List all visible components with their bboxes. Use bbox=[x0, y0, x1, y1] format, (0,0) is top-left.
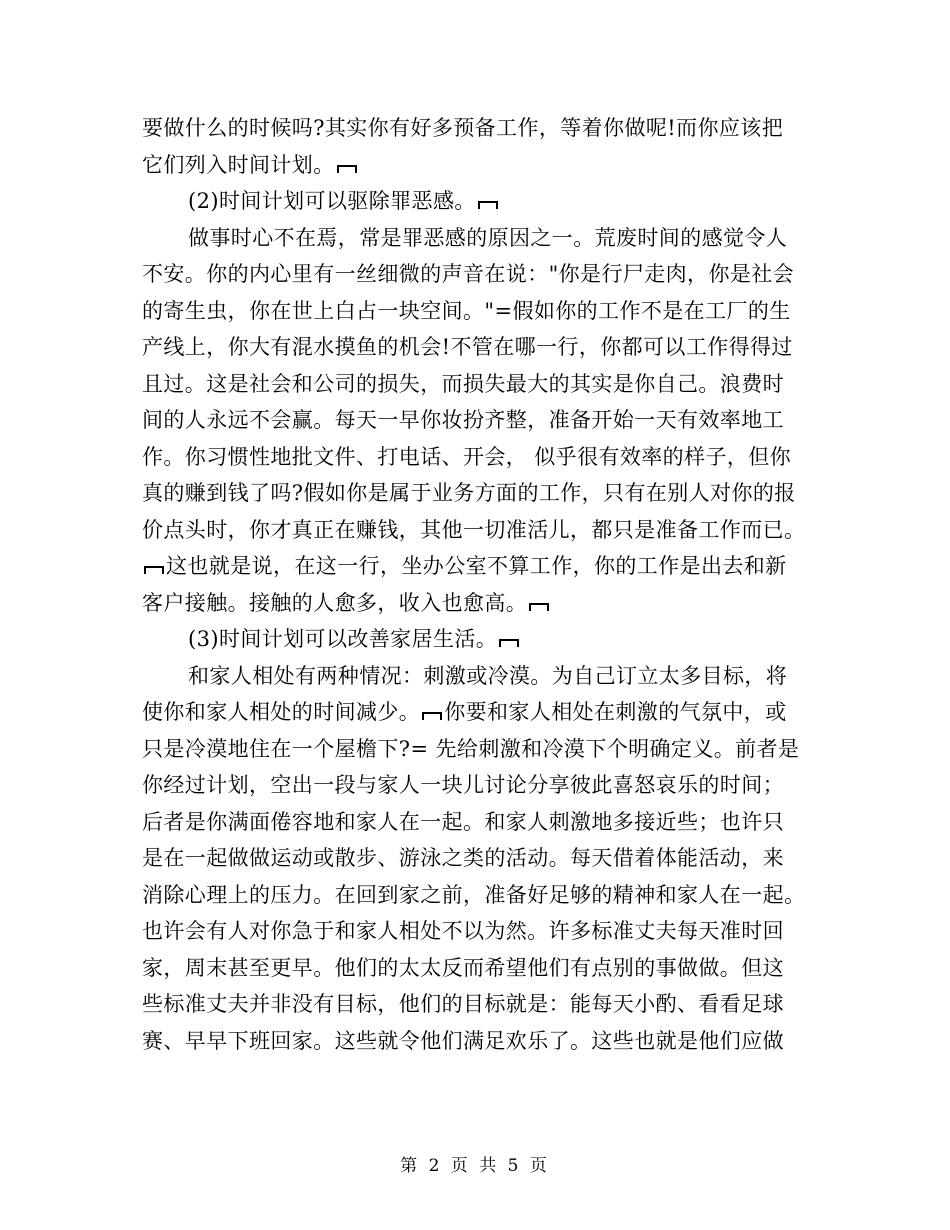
text-line bbox=[142, 548, 812, 585]
line-text: 要做什么的时候吗?其实你有好多预备工作，等着你做呢!而你应该把 bbox=[142, 116, 784, 140]
line-text: 家，周末甚至更早。他们的太太反而希望他们有点别的事做做。但这 bbox=[142, 955, 784, 980]
line-text: 后者是你满面倦容地和家人在一起。和家人刺激地多接近些；也许只 bbox=[142, 809, 784, 834]
body-text bbox=[142, 110, 812, 1059]
text-line bbox=[142, 402, 812, 439]
text-line bbox=[142, 877, 812, 914]
line-text: 它们列入时间计划。 bbox=[142, 152, 335, 177]
text-line bbox=[142, 621, 812, 658]
text-line bbox=[142, 256, 812, 293]
text-line bbox=[142, 183, 812, 220]
line-text: 的寄生虫，你在世上白占一块空间。"=假如你的工作不是在工厂的生 bbox=[142, 298, 791, 323]
text-line bbox=[142, 1023, 812, 1060]
text-line bbox=[142, 804, 812, 841]
line-text: 做事时心不在焉，常是罪恶感的原因之一。荒废时间的感觉令人 bbox=[188, 225, 788, 250]
text-line bbox=[142, 658, 812, 695]
line-text: 作。你习惯性地批文件、打电话、开会， 似乎很有效率的样子，但你 bbox=[142, 444, 792, 469]
paragraph-mark-icon bbox=[337, 165, 357, 173]
line-text: 且过。这是社会和公司的损失，而损失最大的其实是你自己。浪费时 bbox=[142, 371, 784, 396]
line-text: 这也就是说，在这一行，坐办公室不算工作，你的工作是出去和新 bbox=[166, 554, 787, 578]
text-line bbox=[142, 913, 812, 950]
text-line bbox=[142, 694, 812, 731]
paragraph-mark-icon bbox=[529, 603, 549, 611]
text-line bbox=[142, 366, 812, 403]
text-line bbox=[142, 293, 812, 330]
line-text: 价点头时，你才真正在赚钱，其他一切准活儿，都只是准备工作而已。 bbox=[142, 517, 806, 542]
line-text: 消除心理上的压力。在回到家之前，准备好足够的精神和家人在一起。 bbox=[142, 882, 806, 907]
text-line bbox=[142, 585, 812, 622]
text-line bbox=[142, 840, 812, 877]
line-text: 你经过计划，空出一段与家人一块儿讨论分享彼此喜怒哀乐的时间； bbox=[142, 773, 784, 797]
line-text: 间的人永远不会赢。每天一早你妆扮齐整，准备开始一天有效率地工 bbox=[142, 408, 784, 432]
text-line bbox=[142, 147, 812, 184]
line-text: (2)时间计划可以驱除罪恶感。 bbox=[188, 189, 476, 213]
page-footer: 第 2 页 共 5 页 bbox=[400, 1156, 550, 1176]
paragraph-mark-icon bbox=[422, 712, 442, 720]
text-line bbox=[142, 512, 812, 549]
line-text: 赛、早早下班回家。这些就令他们满足欢乐了。这些也就是他们应做 bbox=[142, 1028, 784, 1053]
line-text: 和家人相处有两种情况：刺激或冷漠。为自己订立太多目标，将 bbox=[188, 663, 788, 688]
text-line bbox=[142, 950, 812, 987]
line-text: 是在一起做做运动或散步、游泳之类的活动。每天借着体能活动，来 bbox=[142, 846, 784, 870]
text-line bbox=[142, 731, 812, 768]
line-text: 不安。你的内心里有一丝细微的声音在说："你是行尸走肉，你是社会 bbox=[142, 262, 795, 286]
line-text: 客户接触。接触的人愈多，收入也愈高。 bbox=[142, 590, 528, 615]
paragraph-mark-icon bbox=[499, 639, 519, 647]
line-text: 些标准丈夫并非没有目标，他们的目标就是：能每天小酌、看看足球 bbox=[142, 992, 784, 1016]
line-text: 使你和家人相处的时间减少。 bbox=[142, 700, 421, 724]
paragraph-mark-icon bbox=[478, 201, 498, 209]
line-text-continued: 你要和家人相处在刺激的气氛中，或 bbox=[444, 700, 787, 724]
text-line bbox=[142, 767, 812, 804]
line-text: 产线上，你大有混水摸鱼的机会!不管在哪一行，你都可以工作得得过 bbox=[142, 335, 793, 359]
text-line bbox=[142, 220, 812, 257]
line-text: 只是冷漠地住在一个屋檐下?= 先给刺激和冷漠下个明确定义。前者是 bbox=[142, 736, 800, 761]
line-text: 真的赚到钱了吗?假如你是属于业务方面的工作，只有在别人对你的报 bbox=[142, 481, 796, 505]
text-line bbox=[142, 475, 812, 512]
text-line bbox=[142, 110, 812, 147]
line-text: (3)时间计划可以改善家居生活。 bbox=[188, 627, 498, 651]
line-text: 也许会有人对你急于和家人相处不以为然。许多标准丈夫每天准时回 bbox=[142, 919, 784, 943]
text-line bbox=[142, 986, 812, 1023]
text-line bbox=[142, 439, 812, 476]
text-line bbox=[142, 329, 812, 366]
paragraph-mark-icon bbox=[144, 566, 164, 574]
